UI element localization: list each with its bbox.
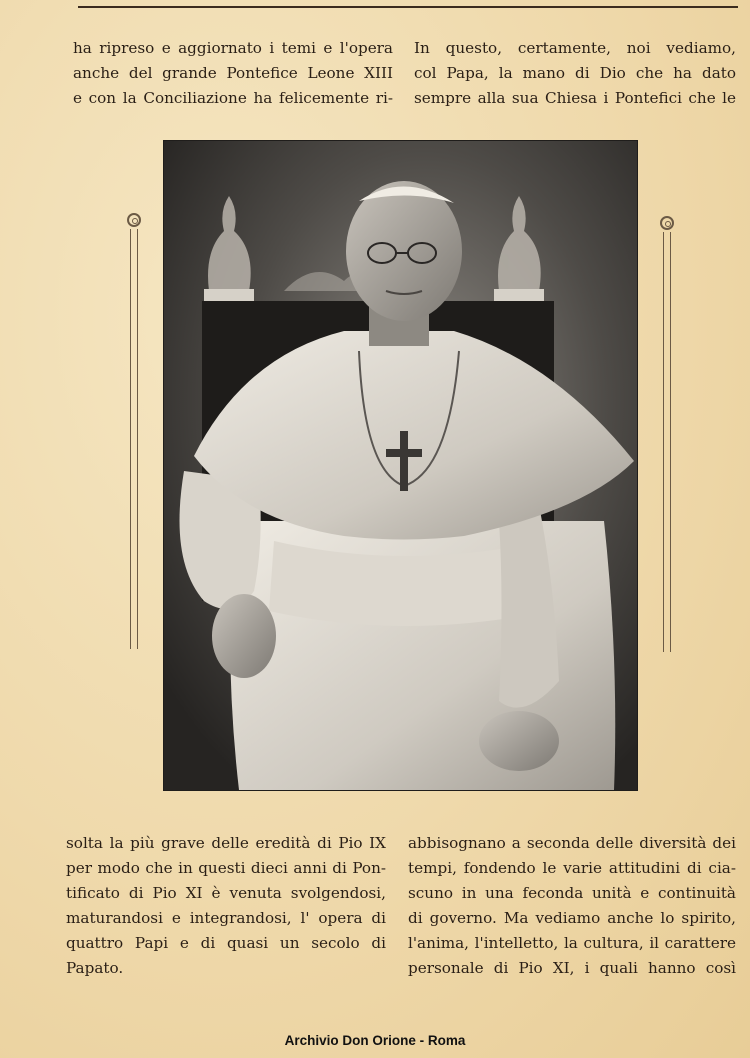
ring-ornament-icon [660, 216, 674, 230]
top-left-column [73, 36, 393, 111]
archive-footer: Archivio Don Orione - Roma [284, 1033, 466, 1048]
ring-ornament-icon [127, 213, 141, 227]
text-line: e con la Conciliazione ha felicemente ri- [73, 89, 393, 107]
bottom-left-column [66, 831, 386, 981]
text-line: di governo. Ma vediamo anche lo spirito, [408, 909, 736, 927]
text-line: personale di Pio XI, i quali hanno così [408, 959, 736, 977]
text-line: abbisognano a seconda delle diversità dei [408, 834, 736, 852]
right-ornament [660, 216, 674, 652]
text-line: ha ripreso e aggiornato i temi e l'opera [73, 39, 393, 57]
vertical-rule [130, 229, 138, 649]
text-line: Papato. [66, 959, 124, 977]
text-line: scuno in una feconda unità e continuità [408, 884, 736, 902]
top-rule [78, 6, 738, 8]
text-line: anche del grande Pontefice Leone XIII [73, 64, 393, 82]
text-line: col Papa, la mano di Dio che ha dato [414, 64, 736, 82]
text-line: solta la più grave delle eredità di Pio IX [66, 834, 386, 852]
text-line: sempre alla sua Chiesa i Pontefici che le [414, 89, 736, 107]
text-line: quattro Papi e di quasi un secolo di [66, 934, 386, 952]
text-line: maturandosi e integrandosi, l' opera di [66, 909, 386, 927]
text-line: l'anima, l'intelletto, la cultura, il carattere [408, 934, 736, 952]
text-line: per modo che in questi dieci anni di Pon- [66, 859, 386, 877]
text-line: tificato di Pio XI è venuta svolgendosi, [66, 884, 386, 902]
top-right-column [414, 36, 736, 111]
portrait-illustration [164, 141, 637, 790]
vertical-rule [663, 232, 671, 652]
pope-portrait-photo [163, 140, 638, 791]
text-line: In questo, certamente, noi vediamo, [414, 39, 736, 57]
left-ornament [127, 213, 141, 649]
text-line: tempi, fondendo le varie attitudini di cia- [408, 859, 736, 877]
bottom-right-column [408, 831, 736, 981]
